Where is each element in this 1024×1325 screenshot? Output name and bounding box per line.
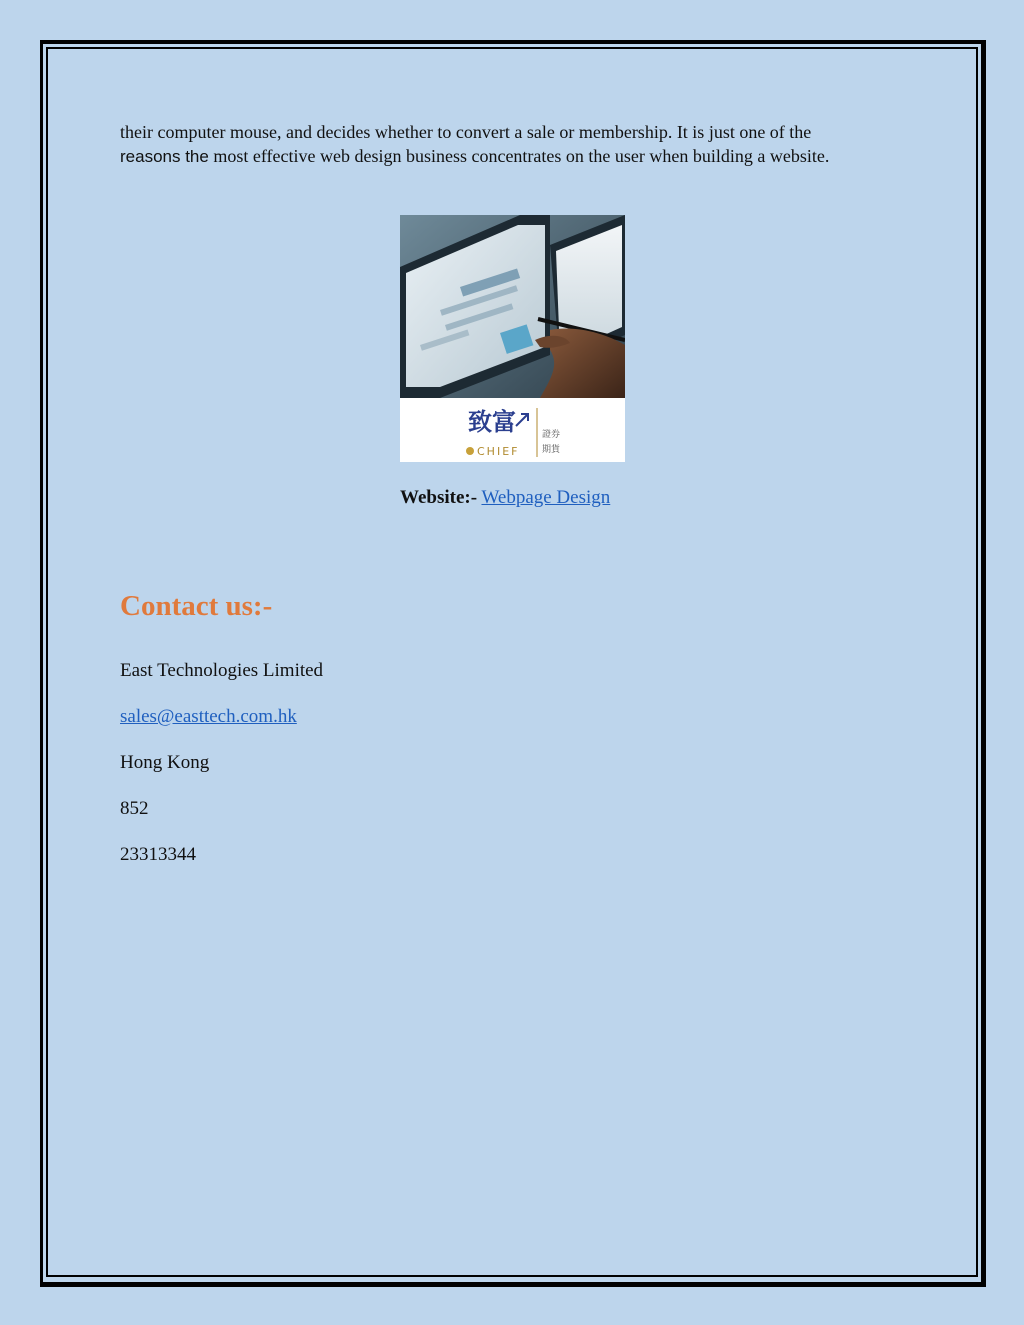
webpage-design-link[interactable]: Webpage Design bbox=[481, 487, 611, 508]
logo-chinese: 致富 bbox=[468, 408, 516, 436]
intro-paragraph-line1: their computer mouse, and decides whether to convert a sale or membership. It is just one of the bbox=[120, 122, 812, 142]
email-line bbox=[120, 706, 297, 728]
country-code: 852 bbox=[120, 798, 149, 819]
web-design-illustration bbox=[400, 215, 625, 462]
website-line bbox=[400, 487, 610, 509]
contact-heading: Contact us:- bbox=[120, 590, 273, 622]
city: Hong Kong bbox=[120, 752, 210, 773]
body-text bbox=[120, 120, 910, 169]
website-label: Website:- bbox=[400, 487, 478, 508]
illustration-svg bbox=[400, 215, 625, 462]
logo-side-bottom: 期貨 bbox=[542, 445, 561, 455]
phone-number: 23313344 bbox=[120, 844, 196, 865]
intro-paragraph-line2 bbox=[120, 144, 910, 169]
email-link[interactable]: sales@easttech.com.hk bbox=[120, 706, 297, 727]
logo-english: CHIEF bbox=[477, 445, 520, 458]
intro-paragraph-rest: most effective web design business concentrates on the user when building a website. bbox=[208, 146, 830, 166]
logo-side-top: 證券 bbox=[542, 430, 561, 440]
intro-paragraph-prefix: reasons the bbox=[120, 147, 209, 166]
company-name: East Technologies Limited bbox=[120, 660, 324, 681]
logo-coin-icon bbox=[466, 447, 474, 455]
